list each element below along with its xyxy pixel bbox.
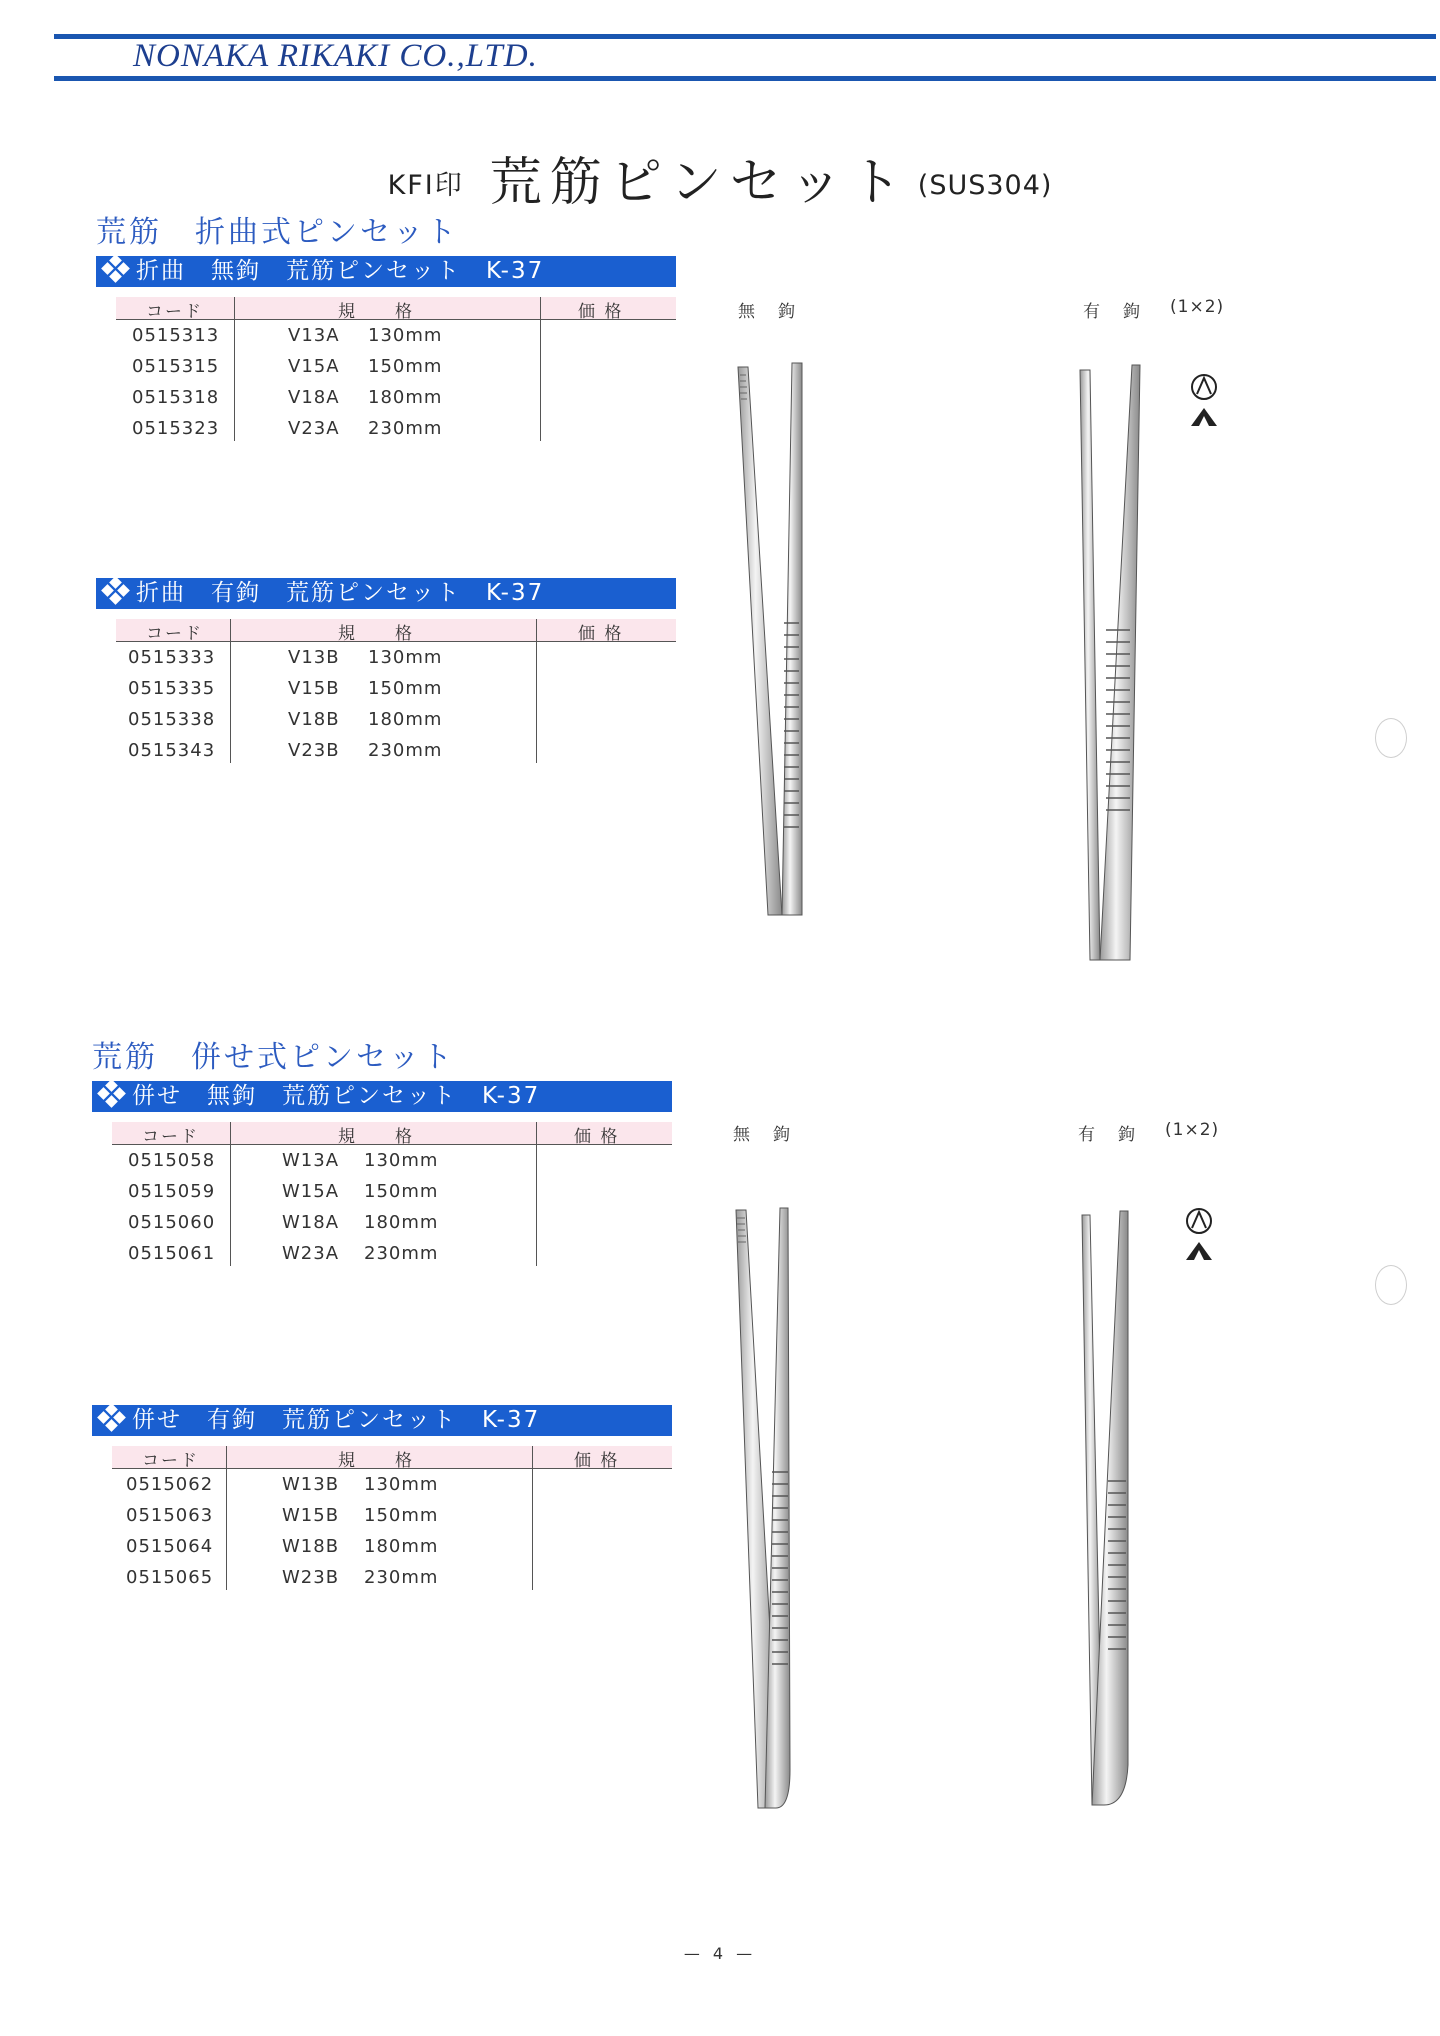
tweezers-joined-hook-illustration	[1062, 1205, 1162, 1825]
table-row: 0515333 V13B 130mm	[128, 647, 443, 668]
product-table-joined-hook	[112, 1446, 672, 1593]
tweezers-bent-hook-illustration	[1060, 360, 1160, 980]
label-teeth: (1×2)	[1165, 1120, 1220, 1140]
table-header	[112, 1446, 672, 1469]
hook-tip-icon	[1187, 372, 1221, 430]
header-spec: 規 格	[338, 1127, 414, 1147]
header-code: コード	[146, 624, 203, 644]
table-row: 0515064 W18B 180mm	[126, 1536, 439, 1557]
table-row: 0515058 W13A 130mm	[128, 1150, 439, 1171]
table-row: 0515335 V15B 150mm	[128, 678, 443, 699]
header-price: 価 格	[578, 624, 624, 644]
header-price: 価 格	[574, 1451, 620, 1471]
table-bar-bent-no-hook: 折曲 無鉤 荒筋ピンセット K-37	[96, 256, 676, 287]
table-row: 0515315 V15A 150mm	[132, 356, 443, 377]
hook-tip-icon	[1182, 1206, 1216, 1264]
header-code: コード	[142, 1127, 199, 1147]
product-table-joined-no-hook	[112, 1122, 672, 1269]
material-label: (SUS304)	[917, 170, 1053, 201]
table-row: 0515338 V18B 180mm	[128, 709, 443, 730]
table-row: 0515060 W18A 180mm	[128, 1212, 439, 1233]
brand-label: KFI印	[387, 170, 464, 201]
tweezers-joined-no-hook-illustration	[720, 1200, 820, 1820]
label-hook: 有 鉤	[1083, 302, 1143, 322]
column-divider	[230, 619, 231, 763]
table-header	[116, 619, 676, 642]
table-row: 0515062 W13B 130mm	[126, 1474, 439, 1495]
product-name: 荒筋ピンセット	[489, 153, 910, 213]
table-row: 0515061 W23A 230mm	[128, 1243, 439, 1264]
column-divider	[234, 297, 235, 441]
header-spec: 規 格	[338, 624, 414, 644]
table-bar-bent-hook: 折曲 有鉤 荒筋ピンセット K-37	[96, 578, 676, 609]
table-row: 0515318 V18A 180mm	[132, 387, 443, 408]
table-header	[112, 1122, 672, 1145]
table-bar-joined-hook: 併せ 有鉤 荒筋ピンセット K-37	[92, 1405, 672, 1436]
section-title-joined: 荒筋 併せ式ピンセット	[92, 1040, 455, 1075]
diamond-icon	[100, 578, 132, 604]
table-header	[116, 297, 676, 320]
section-title-bent: 荒筋 折曲式ピンセット	[96, 215, 459, 250]
diamond-icon	[96, 1081, 128, 1107]
table-bar-joined-no-hook: 併せ 無鉤 荒筋ピンセット K-37	[92, 1081, 672, 1112]
company-name: NONAKA RIKAKI CO.,LTD.	[133, 38, 538, 74]
header-code: コード	[142, 1451, 199, 1471]
table-row: 0515065 W23B 230mm	[126, 1567, 439, 1588]
column-divider	[540, 297, 541, 441]
header-line-bottom	[54, 76, 1436, 81]
header-code: コード	[146, 302, 203, 322]
header-spec: 規 格	[338, 302, 414, 322]
label-no-hook: 無 鉤	[738, 302, 798, 322]
label-hook: 有 鉤	[1078, 1125, 1138, 1145]
product-table-bent-hook	[116, 619, 676, 766]
table-row: 0515063 W15B 150mm	[126, 1505, 439, 1526]
column-divider	[532, 1446, 533, 1590]
label-teeth: (1×2)	[1170, 297, 1225, 317]
column-divider	[536, 1122, 537, 1266]
diamond-icon	[100, 256, 132, 282]
table-row: 0515323 V23A 230mm	[132, 418, 443, 439]
header-price: 価 格	[574, 1127, 620, 1147]
label-no-hook: 無 鉤	[733, 1125, 793, 1145]
column-divider	[230, 1122, 231, 1266]
binder-hole-mark	[1375, 1265, 1407, 1305]
table-row: 0515343 V23B 230mm	[128, 740, 443, 761]
table-row: 0515059 W15A 150mm	[128, 1181, 439, 1202]
column-divider	[226, 1446, 227, 1590]
page-number: — 4 —	[683, 1944, 757, 1963]
table-row: 0515313 V13A 130mm	[132, 325, 443, 346]
header-price: 価 格	[578, 302, 624, 322]
header-spec: 規 格	[338, 1451, 414, 1471]
column-divider	[536, 619, 537, 763]
tweezers-bent-no-hook-illustration	[720, 355, 820, 975]
product-table-bent-no-hook	[116, 297, 676, 444]
diamond-icon	[96, 1405, 128, 1431]
page-title	[0, 140, 1440, 215]
binder-hole-mark	[1375, 718, 1407, 758]
